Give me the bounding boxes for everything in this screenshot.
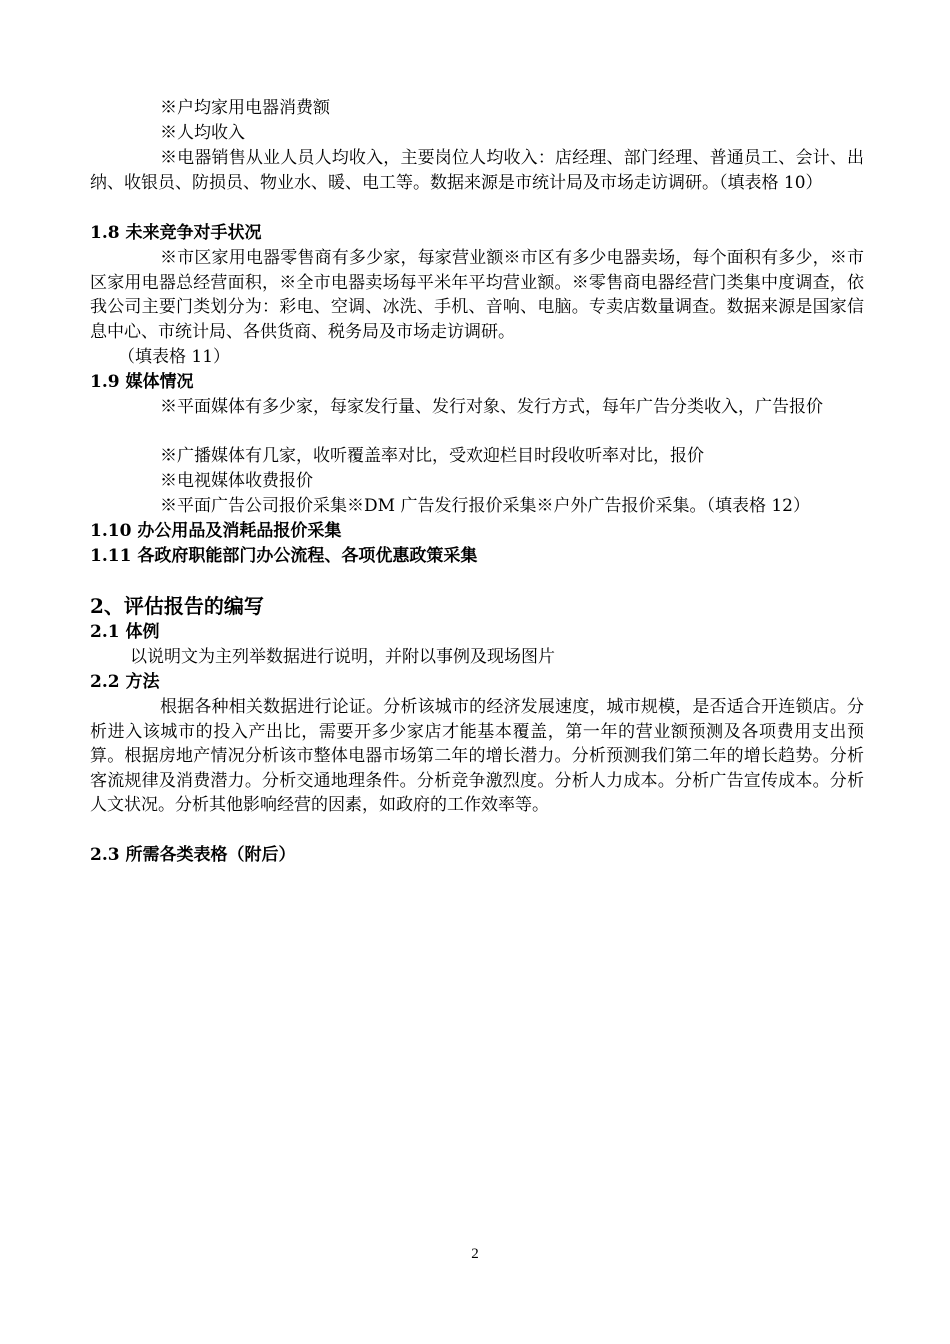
section-heading: 1.8 未来竞争对手状况 bbox=[90, 223, 262, 243]
paragraph: ※电器销售从业人员人均收入，主要岗位人均收入：店经理、部门经理、普通员工、会计、出纳、收银员、防损员、物业水、暖、电工等。数据来源是市统计局及市场走访调研。（填表格 10） bbox=[90, 148, 864, 193]
paragraph: 根据各种相关数据进行论证。分析该城市的经济发展速度，城市规模，是否适合开连锁店。分析进入该城市的投入产出比，需要开多少家店才能基本覆盖，第一年的营业额预测及各项费用支出预算。根据房地产情况分析该市整体电器市场第二年的增长潜力。分析预测我们第二年的增长趋势。分析客流规律及消费潜力。分析交通地理条件。分析竞争激烈度。分析人力成本。分析广告宣传成本。分析人文状况。分析其他影响经营的因素，如政府的工作效率等。 bbox=[90, 697, 864, 815]
section-heading: 1.10 办公用品及消耗品报价采集 bbox=[90, 521, 342, 541]
page-number: 2 bbox=[471, 1246, 479, 1262]
section-heading: 2.2 方法 bbox=[90, 672, 160, 692]
list-item: ※人均收入 bbox=[160, 123, 245, 143]
section-heading: 1.11 各政府职能部门办公流程、各项优惠政策采集 bbox=[90, 546, 478, 566]
section-heading: 2.1 体例 bbox=[90, 622, 160, 642]
chapter-heading: 2、评估报告的编写 bbox=[90, 594, 264, 618]
section-heading: 1.9 媒体情况 bbox=[90, 372, 194, 392]
list-item: ※户均家用电器消费额 bbox=[160, 98, 330, 118]
table-reference: （填表格 11） bbox=[118, 347, 231, 367]
paragraph: ※平面媒体有多少家，每家发行量、发行对象、发行方式，每年广告分类收入，广告报价 bbox=[160, 397, 823, 417]
section-heading: 2.3 所需各类表格（附后） bbox=[90, 845, 296, 865]
list-item: ※广播媒体有几家，收听覆盖率对比，受欢迎栏目时段收听率对比，报价 bbox=[160, 446, 704, 466]
paragraph: 以说明文为主列举数据进行说明，并附以事例及现场图片 bbox=[130, 647, 555, 667]
list-item: ※平面广告公司报价采集※DM 广告发行报价采集※户外广告报价采集。（填表格 12） bbox=[160, 496, 810, 516]
list-item: ※电视媒体收费报价 bbox=[160, 471, 313, 491]
paragraph: ※市区家用电器零售商有多少家，每家营业额※市区有多少电器卖场，每个面积有多少，※市区家用电器总经营面积，※全市电器卖场每平米年平均营业额。※零售商电器经营门类集中度调查，依我公司主要门类划分为：彩电、空调、冰洗、手机、音响、电脑。专卖店数量调查。数据来源是国家信息中心、市统计局、各供货商、税务局及市场走访调研。 bbox=[90, 248, 864, 342]
